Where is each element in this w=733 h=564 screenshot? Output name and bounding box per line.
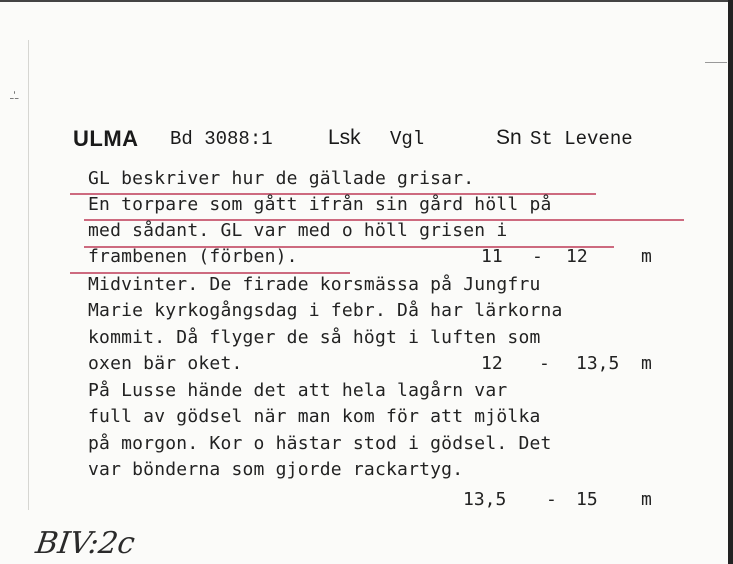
- text-line: med sådant. GL var med o höll grisen i: [88, 220, 508, 241]
- measure-unit: m: [641, 246, 652, 267]
- measure-to: 12: [566, 246, 588, 267]
- measure-from: 11: [481, 246, 503, 267]
- record-id: Bd 3088:1: [170, 128, 273, 150]
- text-line: En torpare som gått ifrån sin gård höll på: [88, 194, 552, 215]
- text-line: GL beskriver hur de gällade grisar.: [88, 168, 475, 189]
- card-fold-line: [28, 40, 29, 510]
- card-right-edge: [728, 0, 733, 564]
- measure-unit: m: [641, 353, 652, 374]
- text-line: frambenen (förben).: [88, 246, 298, 267]
- card-top-edge: [0, 0, 733, 2]
- measure-dash: -: [546, 489, 557, 510]
- text-line: oxen bär oket.: [88, 353, 243, 374]
- text-line: kommit. Då flyger de så högt i luften som: [88, 327, 541, 348]
- margin-mark: -¦: [8, 89, 20, 102]
- landskap-value: Vgl: [390, 128, 425, 150]
- text-line: var bönderna som gjorde rackartyg.: [88, 459, 464, 480]
- text-line: På Lusse hände det att hela lagårn var: [88, 380, 508, 401]
- measure-from: 13,5: [463, 489, 507, 510]
- measure-from: 12: [481, 353, 503, 374]
- handwritten-classification: BIV:2c: [33, 526, 138, 561]
- socken-value: St Levene: [530, 128, 633, 150]
- archive-name: ULMA: [73, 126, 139, 151]
- measure-dash: -: [532, 246, 543, 267]
- text-line: på morgon. Kor o hästar stod i gödsel. Det: [88, 433, 552, 454]
- measure-to: 13,5: [576, 353, 620, 374]
- measure-unit: m: [641, 489, 652, 510]
- text-line: Marie kyrkogångsdag i febr. Då har lärkorna: [88, 300, 563, 321]
- measure-to: 15: [576, 489, 598, 510]
- text-line: full av gödsel när man kom för att mjölka: [88, 406, 541, 427]
- text-line: Midvinter. De firade korsmässa på Jungfru: [88, 274, 541, 295]
- landskap-label: Lsk: [328, 126, 361, 149]
- corner-tick-mark: [705, 62, 727, 63]
- socken-label: Sn: [496, 126, 522, 149]
- measure-dash: -: [539, 353, 550, 374]
